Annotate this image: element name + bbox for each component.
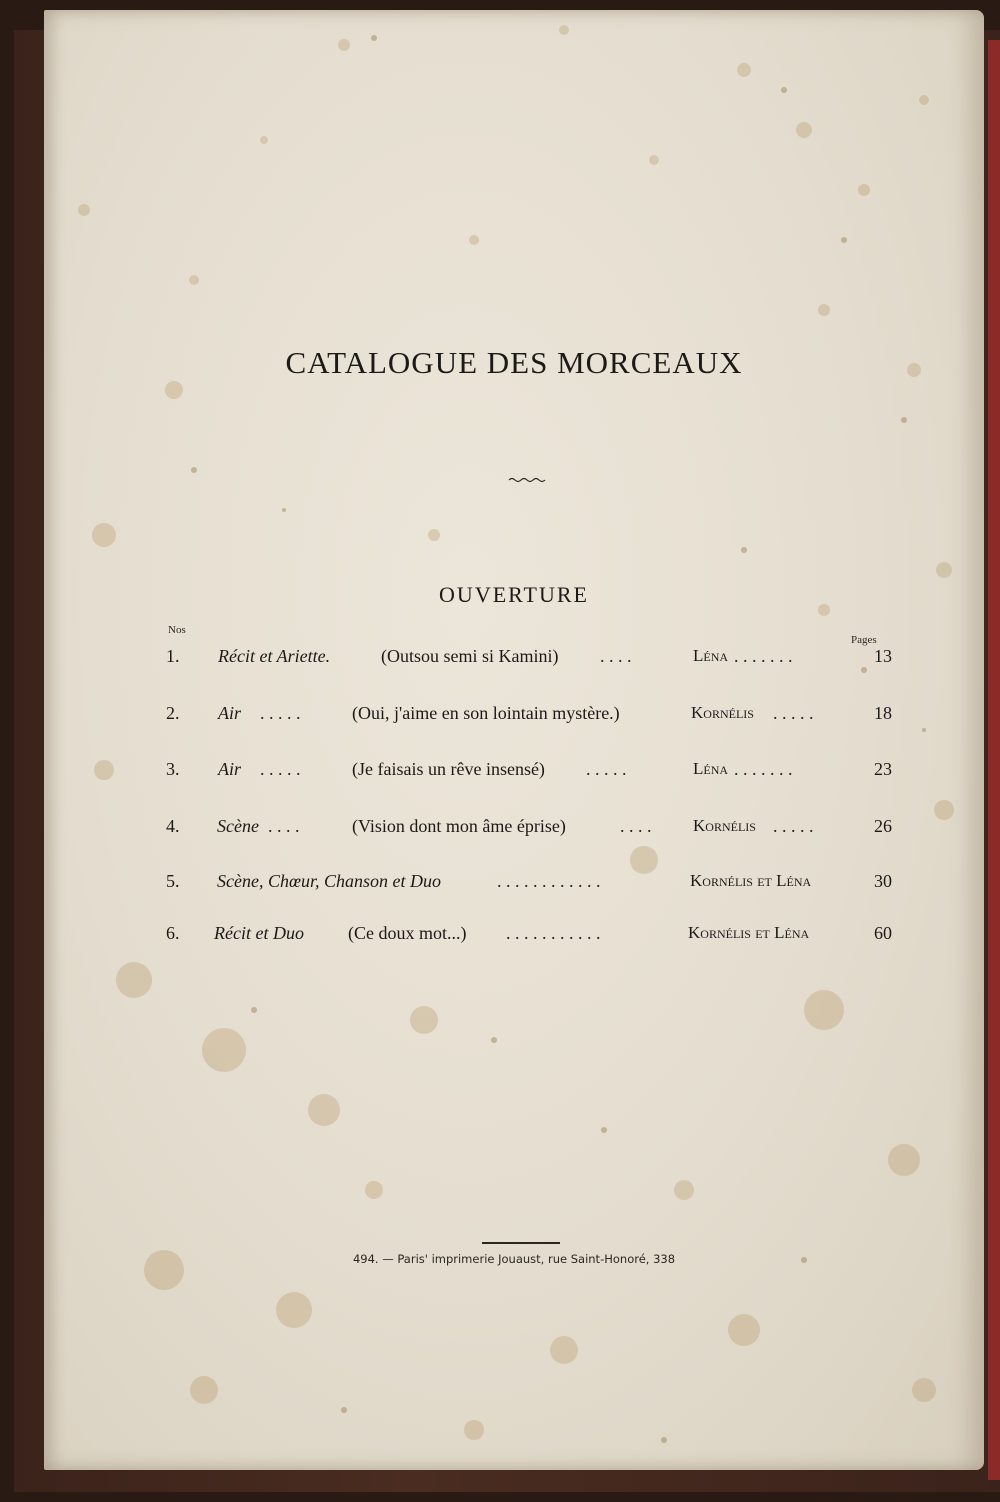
entry-leader: . . . . . . . . . . . <box>506 923 601 943</box>
catalogue-entry <box>162 816 892 844</box>
entry-page: 30 <box>874 871 892 891</box>
entry-subtitle: (Vision dont mon âme éprise) <box>352 816 566 836</box>
entry-number: 2. <box>166 703 180 723</box>
entry-leader-b: . . . . <box>620 816 652 836</box>
entry-subtitle: (Je faisais un rêve insensé) <box>352 759 545 779</box>
column-header-pages: Pages <box>851 634 877 646</box>
entry-leader: . . . . . . . . . . . . <box>497 871 601 891</box>
entry-page: 60 <box>874 923 892 943</box>
column-header-numbers: Nos <box>168 624 186 636</box>
entry-leader: . . . . <box>268 816 300 836</box>
footer-rule <box>482 1242 560 1244</box>
entry-page: 26 <box>874 816 892 836</box>
entry-characters: Kornélis et Léna <box>690 871 812 890</box>
entry-leader-2: . . . . . . . <box>734 759 793 779</box>
catalogue-entry <box>162 703 892 731</box>
entry-leader-2: . . . . . <box>773 703 814 723</box>
entry-page: 23 <box>874 759 892 779</box>
entry-subtitle: (Outsou semi si Kamini) <box>381 646 559 666</box>
page-title: CATALOGUE DES MORCEAUX <box>285 345 743 380</box>
entry-leader-2: . . . . . <box>773 816 814 836</box>
entry-title: Scène <box>217 816 259 836</box>
entry-number: 1. <box>166 646 180 666</box>
entry-characters: Léna <box>693 759 729 778</box>
entry-number: 6. <box>166 923 180 943</box>
catalogue-entry <box>162 923 892 951</box>
entry-subtitle: (Ce doux mot...) <box>348 923 467 943</box>
entry-characters: Léna <box>693 646 729 665</box>
entry-page: 13 <box>874 646 892 666</box>
entry-number: 4. <box>166 816 180 836</box>
entry-leader: . . . . <box>600 646 632 666</box>
entry-characters: Kornélis <box>693 816 756 835</box>
catalogue-entry <box>162 871 892 899</box>
entry-title: Air <box>218 759 242 779</box>
entry-number: 5. <box>166 871 180 891</box>
entry-leader-b: . . . . . <box>586 759 627 779</box>
book-page <box>44 10 984 1470</box>
entry-title: Récit et Ariette. <box>218 646 331 666</box>
foxing-stains <box>44 10 984 1470</box>
entry-number: 3. <box>166 759 180 779</box>
printer-imprint: 494. — Paris' imprimerie Jouaust, rue Saint-Honoré, 338 <box>352 1252 676 1266</box>
entry-characters: Kornélis <box>691 703 754 722</box>
entry-title: Scène, Chœur, Chanson et Duo <box>217 871 441 891</box>
entry-title: Récit et Duo <box>214 923 304 943</box>
title-flourish <box>507 475 547 485</box>
entry-page: 18 <box>874 703 892 723</box>
catalogue-entry <box>162 759 892 787</box>
section-heading: OUVERTURE <box>439 582 589 607</box>
entry-leader-2: . . . . . . . <box>734 646 793 666</box>
entry-leader: . . . . . <box>260 759 301 779</box>
cover-edge <box>988 40 1000 1480</box>
entry-characters: Kornélis et Léna <box>688 923 810 942</box>
entry-subtitle: (Oui, j'aime en son lointain mystère.) <box>352 703 620 723</box>
entry-title: Air <box>218 703 242 723</box>
catalogue-entry <box>162 646 892 674</box>
entry-leader: . . . . . <box>260 703 301 723</box>
